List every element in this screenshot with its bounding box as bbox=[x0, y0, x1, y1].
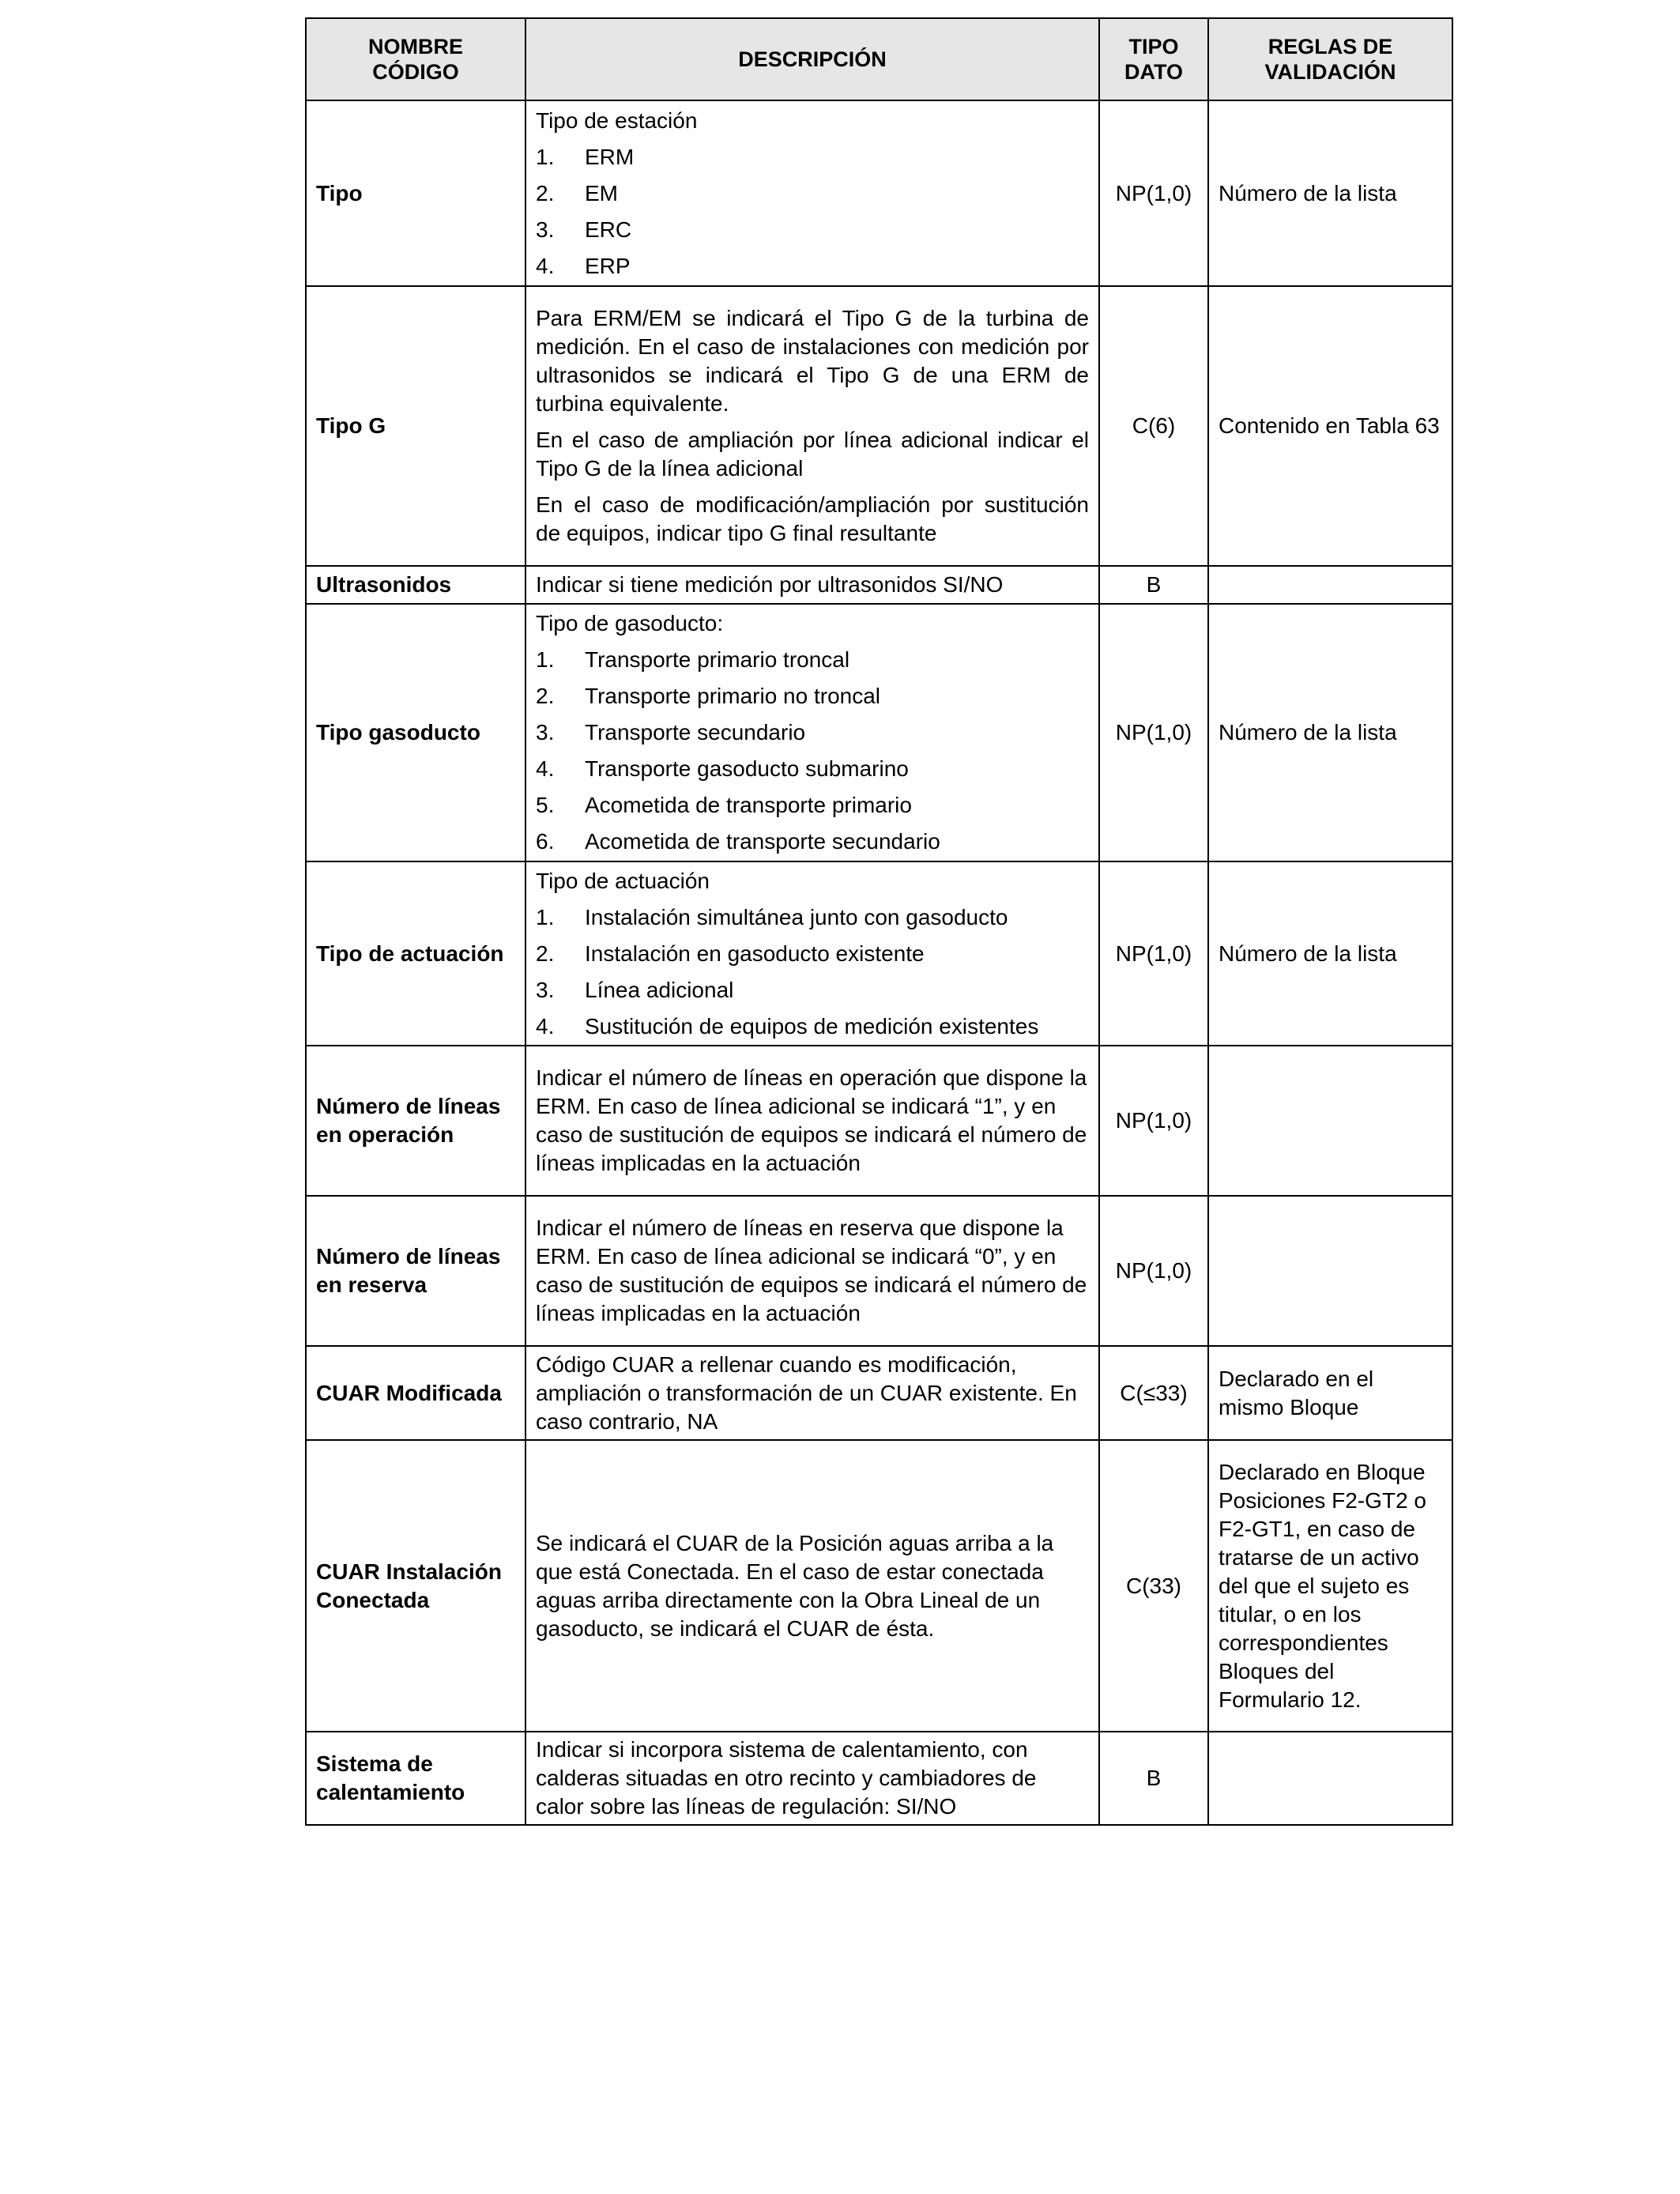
field-type: NP(1,0) bbox=[1099, 861, 1208, 1046]
option-list bbox=[536, 143, 1089, 281]
list-item: 3. ERC bbox=[536, 217, 632, 242]
field-description bbox=[525, 604, 1099, 861]
header-codigo: NOMBRE CÓDIGO bbox=[306, 18, 525, 100]
description-intro: Tipo de estación bbox=[536, 107, 698, 133]
field-description: Indicar si tiene medición por ultrasonidos SI/NO bbox=[525, 566, 1099, 604]
header-row bbox=[306, 18, 1452, 100]
field-rule bbox=[1208, 1196, 1452, 1346]
field-rule: Declarado en el mismo Bloque bbox=[1208, 1346, 1452, 1440]
field-code: Número de líneas en reserva bbox=[306, 1196, 525, 1346]
option-list bbox=[536, 646, 1089, 856]
field-rule bbox=[1208, 1732, 1452, 1825]
table-row bbox=[306, 1732, 1452, 1825]
table-row bbox=[306, 861, 1452, 1046]
list-item: 1. Transporte primario troncal bbox=[536, 647, 850, 672]
description-paragraph: En el caso de ampliación por línea adicional indicar el Tipo G de la línea adicional bbox=[536, 428, 1089, 481]
list-item: 1. ERM bbox=[536, 144, 635, 169]
field-code: Número de líneas en operación bbox=[306, 1046, 525, 1196]
table-row bbox=[306, 1046, 1452, 1196]
list-item: 3. Línea adicional bbox=[536, 977, 734, 1002]
list-item: 3. Transporte secundario bbox=[536, 720, 806, 745]
list-item: 2. EM bbox=[536, 180, 618, 205]
list-item: 4. Transporte gasoducto submarino bbox=[536, 756, 909, 781]
field-code: Tipo de actuación bbox=[306, 861, 525, 1046]
field-rule bbox=[1208, 566, 1452, 604]
field-type: B bbox=[1099, 566, 1208, 604]
field-code: Tipo G bbox=[306, 286, 525, 566]
table-row bbox=[306, 100, 1452, 286]
header-tipo-dato: TIPO DATO bbox=[1099, 18, 1208, 100]
field-description bbox=[525, 861, 1099, 1046]
description-paragraph: Para ERM/EM se indicará el Tipo G de la turbina de medición. En el caso de instalaciones con medición por ultrasonidos se indicará el Tipo G de una ERM de turbina equivalente. bbox=[536, 306, 1089, 416]
field-rule: Declarado en Bloque Posiciones F2-GT2 o F2-GT1, en caso de tratarse de un activo del que el sujeto es titular, o en los correspondientes Bloques del Formulario 12. bbox=[1208, 1440, 1452, 1732]
list-item: 5. Acometida de transporte primario bbox=[536, 793, 912, 817]
table-header bbox=[306, 18, 1452, 100]
table-row bbox=[306, 1440, 1452, 1732]
field-rule: Contenido en Tabla 63 bbox=[1208, 286, 1452, 566]
field-description bbox=[525, 286, 1099, 566]
table-row bbox=[306, 566, 1452, 604]
table-row bbox=[306, 604, 1452, 861]
field-rule bbox=[1208, 1046, 1452, 1196]
option-list bbox=[536, 903, 1089, 1041]
field-description: Se indicará el CUAR de la Posición aguas arriba a la que está Conectada. En el caso de estar conectada aguas arriba directamente con la Obra Lineal de un gasoducto, se indicará el CUAR de ésta. bbox=[525, 1440, 1099, 1732]
field-code: Tipo gasoducto bbox=[306, 604, 525, 861]
description-intro: Tipo de actuación bbox=[536, 868, 710, 893]
field-description bbox=[525, 100, 1099, 286]
description-paragraph: En el caso de modificación/ampliación por sustitución de equipos, indicar tipo G final resultante bbox=[536, 492, 1089, 545]
list-item: 6. Acometida de transporte secundario bbox=[536, 829, 940, 854]
header-descripcion: DESCRIPCIÓN bbox=[525, 18, 1099, 100]
field-description: Indicar si incorpora sistema de calentamiento, con calderas situadas en otro recinto y cambiadores de calor sobre las líneas de regulación: SI/NO bbox=[525, 1732, 1099, 1825]
field-code: CUAR Instalación Conectada bbox=[306, 1440, 525, 1732]
field-rule: Número de la lista bbox=[1208, 861, 1452, 1046]
field-rule: Número de la lista bbox=[1208, 604, 1452, 861]
field-type: NP(1,0) bbox=[1099, 1196, 1208, 1346]
list-item: 2. Transporte primario no troncal bbox=[536, 684, 881, 708]
field-description: Código CUAR a rellenar cuando es modificación, ampliación o transformación de un CUAR existente. En caso contrario, NA bbox=[525, 1346, 1099, 1440]
header-reglas: REGLAS DE VALIDACIÓN bbox=[1208, 18, 1452, 100]
field-type: C(≤33) bbox=[1099, 1346, 1208, 1440]
field-code: Sistema de calentamiento bbox=[306, 1732, 525, 1825]
field-type: B bbox=[1099, 1732, 1208, 1825]
field-code: CUAR Modificada bbox=[306, 1346, 525, 1440]
table-row bbox=[306, 286, 1452, 566]
field-description: Indicar el número de líneas en reserva que dispone la ERM. En caso de línea adicional se indicará “0”, y en caso de sustitución de equipos se indicará el número de líneas implicadas en la actuación bbox=[525, 1196, 1099, 1346]
table-row bbox=[306, 1346, 1452, 1440]
specification-table bbox=[305, 17, 1453, 1826]
field-type: C(33) bbox=[1099, 1440, 1208, 1732]
field-type: NP(1,0) bbox=[1099, 1046, 1208, 1196]
field-type: NP(1,0) bbox=[1099, 604, 1208, 861]
list-item: 4. ERP bbox=[536, 253, 631, 278]
list-item: 2. Instalación en gasoducto existente bbox=[536, 941, 925, 966]
field-type: C(6) bbox=[1099, 286, 1208, 566]
field-description: Indicar el número de líneas en operación que dispone la ERM. En caso de línea adicional se indicará “1”, y en caso de sustitución de equipos se indicará el número de líneas implicadas en la actuación bbox=[525, 1046, 1099, 1196]
field-code: Ultrasonidos bbox=[306, 566, 525, 604]
field-type: NP(1,0) bbox=[1099, 100, 1208, 286]
description-intro: Tipo de gasoducto: bbox=[536, 611, 724, 635]
list-item: 4. Sustitución de equipos de medición existentes bbox=[536, 1013, 1039, 1039]
table-row bbox=[306, 1196, 1452, 1346]
field-rule: Número de la lista bbox=[1208, 100, 1452, 286]
list-item: 1. Instalación simultánea junto con gasoducto bbox=[536, 904, 1008, 929]
field-code: Tipo bbox=[306, 100, 525, 286]
